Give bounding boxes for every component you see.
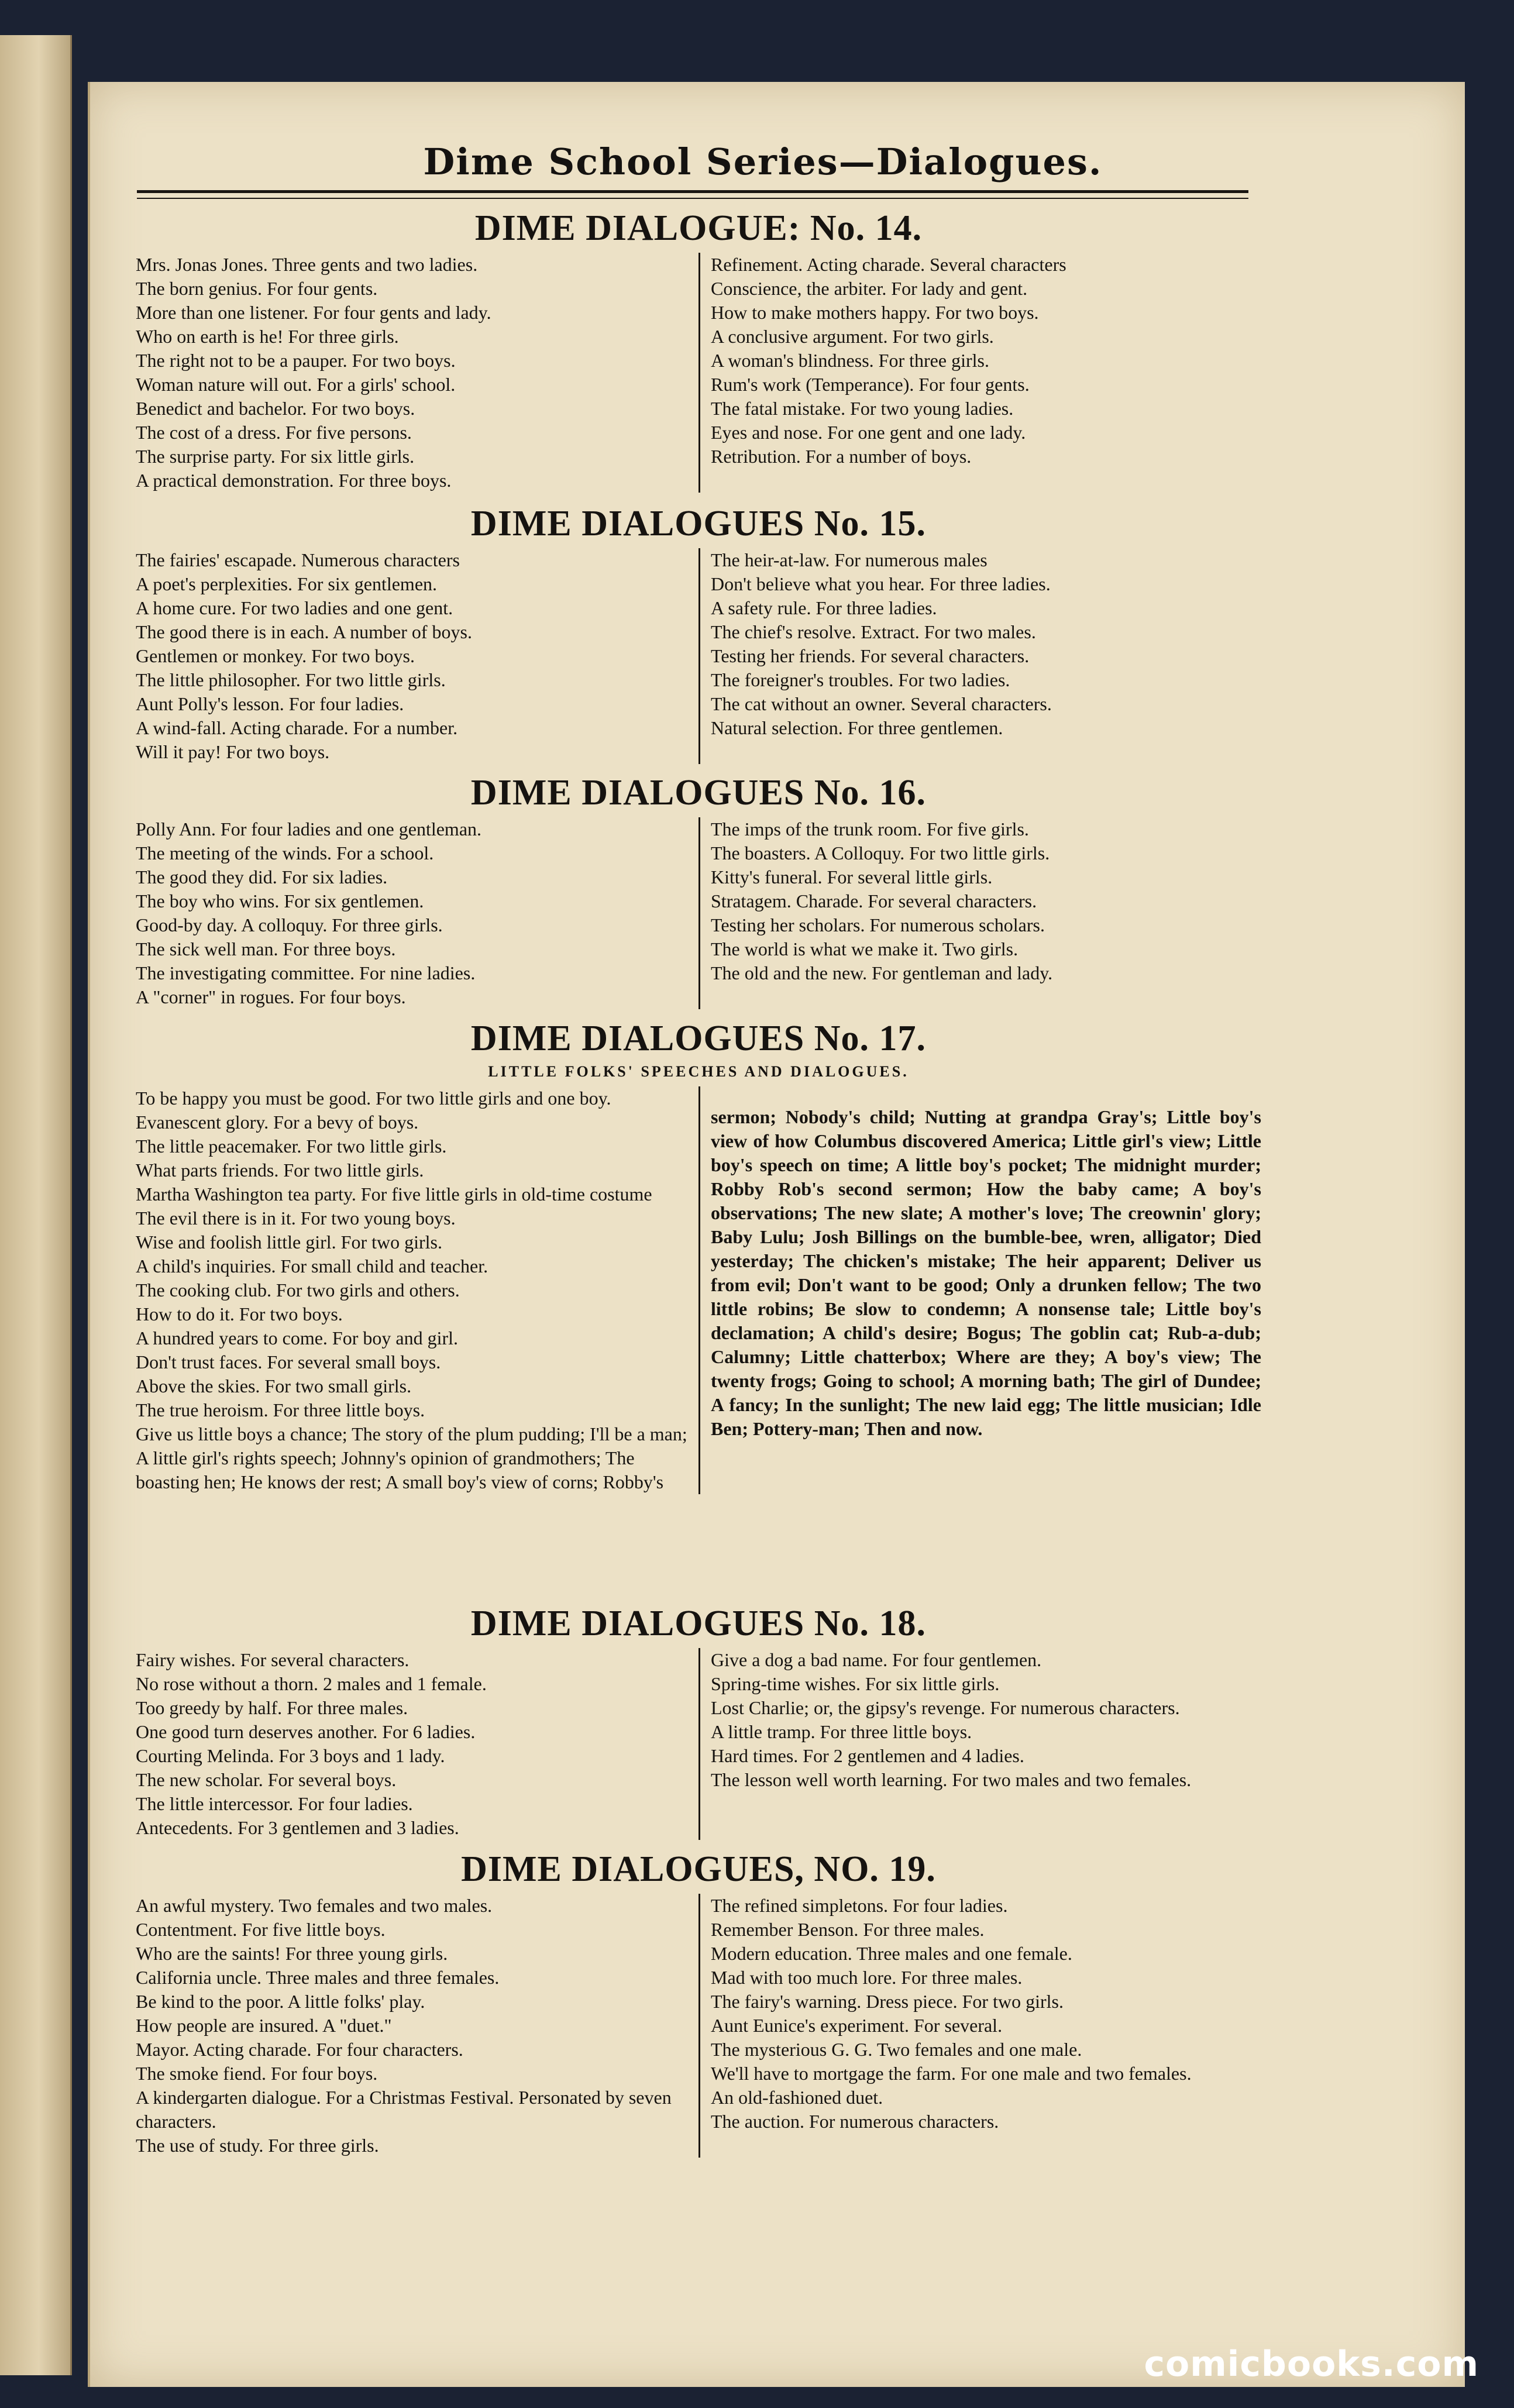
dialogue-entry: The smoke fiend. For four boys.: [136, 2063, 378, 2084]
dialogue-entry: Contentment. For five little boys.: [136, 1919, 386, 1940]
dialogue-entry: The little peacemaker. For two little girls.: [136, 1136, 447, 1157]
speeches-list: sermon; Nobody's child; Nutting at grandpa Gray's; Little boy's view of how Columbus discovered America; Little girl's view; Little boy's speech on time; A little boy's pocket; The midnight murder; Robby Rob's second sermon; How the baby came; A boy's observations; The new slate; A mother's love; The creownin' glory; Baby Lulu; Josh Billings on the bumble-bee, wren, alligator; Died yesterday; The chicken's mistake; The heir apparent; Deliver us from evil; Don't want to be good; Only a drunken fellow; The two little robins; Be slow to condemn; A nonsense tale; Little boy's declamation; A child's desire; Bogus; The goblin cat; Rub-a-dub; Calumny; Little chatterbox; Where are they; A boy's view; The twenty frogs; Going to school; A morning bath; The girl of Dundee; A fancy; In the sunlight; The new laid egg; The little musician; Idle Ben; Pottery-man; Then and now.: [711, 1106, 1261, 1439]
dialogue-entry: Polly Ann. For four ladies and one gentleman.: [136, 818, 482, 840]
dialogue-entry: A conclusive argument. For two girls.: [711, 326, 994, 347]
dialogue-entry: The fairies' escapade. Numerous characters: [136, 549, 460, 570]
dialogue-entry: Will it pay! For two boys.: [136, 741, 330, 762]
section-title: DIME DIALOGUES No. 17.: [470, 1019, 927, 1058]
dialogue-entry: A child's inquiries. For small child and teacher.: [136, 1255, 488, 1277]
dialogue-entry: The new scholar. For several boys.: [136, 1769, 397, 1790]
dialogue-entry: Evanescent glory. For a bevy of boys.: [136, 1112, 419, 1133]
dialogue-entry: A home cure. For two ladies and one gent.: [136, 597, 453, 618]
dialogue-entry: Refinement. Acting charade. Several characters: [711, 254, 1066, 275]
section-title: DIME DIALOGUES No. 16.: [470, 773, 927, 813]
dialogue-entry: Benedict and bachelor. For two boys.: [136, 398, 415, 419]
dialogue-entry: How to do it. For two boys.: [136, 1303, 343, 1325]
dialogue-entry: The cost of a dress. For five persons.: [136, 422, 412, 443]
dialogue-entry: The mysterious G. G. Two females and one male.: [711, 2039, 1082, 2060]
dialogue-entry: The good there is in each. A number of boys.: [136, 621, 472, 642]
dialogue-entry: The surprise party. For six little girls.: [136, 446, 415, 467]
series-header: Dime School Series—Dialogues.: [423, 140, 1103, 183]
dialogue-entry: Aunt Eunice's experiment. For several.: [711, 2015, 1003, 2036]
dialogue-entry: Natural selection. For three gentlemen.: [711, 717, 1003, 738]
dialogue-entry: Testing her scholars. For numerous scholars.: [711, 914, 1045, 935]
dialogue-entry: Who are the saints! For three young girls.: [136, 1943, 448, 1964]
right-column: [698, 548, 1272, 764]
dialogue-entry: A kindergarten dialogue. For a Christmas Festival. Personated by seven characters.: [136, 2087, 672, 2132]
dialogue-entry: Don't trust faces. For several small boys.: [136, 1351, 441, 1372]
dialogue-entry: The refined simpletons. For four ladies.: [711, 1895, 1008, 1916]
right-column: [698, 253, 1272, 493]
dialogue-entry: The meeting of the winds. For a school.: [136, 842, 434, 864]
dialogue-entry: Testing her friends. For several characters.: [711, 645, 1030, 666]
dialogue-entry: The little intercessor. For four ladies.: [136, 1793, 413, 1814]
section-no-14: [125, 208, 1272, 493]
dialogue-entry: The fairy's warning. Dress piece. For two girls.: [711, 1991, 1064, 2012]
section-subtitle: LITTLE FOLKS' SPEECHES AND DIALOGUES.: [488, 1063, 909, 1080]
dialogue-entry: The born genius. For four gents.: [136, 278, 378, 299]
dialogue-entry: A poet's perplexities. For six gentlemen.: [136, 573, 438, 594]
dialogue-entry: Aunt Polly's lesson. For four ladies.: [136, 693, 404, 714]
dialogue-entry: The investigating committee. For nine ladies.: [136, 962, 476, 983]
dialogue-entry: A woman's blindness. For three girls.: [711, 350, 989, 371]
section-no-19: [125, 1849, 1272, 2158]
dialogue-entry: Woman nature will out. For a girls' school.: [136, 374, 456, 395]
dialogue-entry: The boasters. A Colloquy. For two little girls.: [711, 842, 1050, 864]
right-column: [698, 1894, 1272, 2158]
dialogue-entry: The good they did. For six ladies.: [136, 866, 388, 887]
left-column: [125, 253, 698, 493]
facing-page-edge: [0, 35, 72, 2375]
dialogue-entry: Remember Benson. For three males.: [711, 1919, 985, 1940]
dialogue-entry: Lost Charlie; or, the gipsy's revenge. For numerous characters.: [711, 1697, 1180, 1718]
dialogue-entry: The little philosopher. For two little girls.: [136, 669, 446, 690]
dialogue-entry: The true heroism. For three little boys.: [136, 1399, 425, 1420]
dialogue-entry: A wind-fall. Acting charade. For a number.: [136, 717, 458, 738]
dialogue-entry: A safety rule. For three ladies.: [711, 597, 937, 618]
dialogue-entry: Eyes and nose. For one gent and one lady.: [711, 422, 1026, 443]
dialogue-entry: The chief's resolve. Extract. For two males.: [711, 621, 1036, 642]
dialogue-entry: We'll have to mortgage the farm. For one male and two females.: [711, 2063, 1192, 2084]
dialogue-entry: Who on earth is he! For three girls.: [136, 326, 399, 347]
dialogue-entry: Gentlemen or monkey. For two boys.: [136, 645, 415, 666]
dialogue-entry: The sick well man. For three boys.: [136, 938, 396, 959]
dialogue-entry: The auction. For numerous characters.: [711, 2111, 999, 2132]
dialogue-entry: One good turn deserves another. For 6 ladies.: [136, 1721, 476, 1742]
dialogue-entry: The foreigner's troubles. For two ladies.: [711, 669, 1010, 690]
dialogue-entry: The world is what we make it. Two girls.: [711, 938, 1018, 959]
dialogue-entry: Good-by day. A colloquy. For three girls.: [136, 914, 443, 935]
header-rule: [137, 190, 1248, 199]
dialogue-entry: The boy who wins. For six gentlemen.: [136, 890, 424, 911]
dialogue-entry: Hard times. For 2 gentlemen and 4 ladies.: [711, 1745, 1024, 1766]
dialogue-entry: The evil there is in it. For two young boys.: [136, 1208, 456, 1229]
dialogue-entry: Antecedents. For 3 gentlemen and 3 ladies.: [136, 1817, 459, 1838]
dialogue-entry: Spring-time wishes. For six little girls.: [711, 1673, 1000, 1694]
section-no-15: [125, 503, 1272, 764]
dialogue-entry: The cat without an owner. Several characters.: [711, 693, 1052, 714]
dialogue-entry: A little tramp. For three little boys.: [711, 1721, 972, 1742]
dialogue-entry: The cooking club. For two girls and others.: [136, 1279, 460, 1301]
section-title: DIME DIALOGUE: No. 14.: [474, 208, 923, 248]
left-column: [125, 1648, 698, 1840]
dialogue-entry: Mrs. Jonas Jones. Three gents and two ladies.: [136, 254, 478, 275]
dialogue-entry: An old-fashioned duet.: [711, 2087, 883, 2108]
dialogue-entry: Mad with too much lore. For three males.: [711, 1967, 1023, 1988]
dialogue-entry: Kitty's funeral. For several little girls.: [711, 866, 993, 887]
section-title: DIME DIALOGUES No. 15.: [470, 504, 927, 543]
dialogue-entry: The right not to be a pauper. For two boys.: [136, 350, 456, 371]
section-no-16: [125, 772, 1272, 1009]
dialogue-entry: How to make mothers happy. For two boys.: [711, 302, 1039, 323]
left-column: [125, 817, 698, 1009]
dialogue-entry: Retribution. For a number of boys.: [711, 446, 972, 467]
left-column: [125, 1894, 698, 2158]
catalog-page: [88, 82, 1465, 2387]
left-column: [125, 548, 698, 764]
dialogue-entry: Courting Melinda. For 3 boys and 1 lady.: [136, 1745, 445, 1766]
dialogue-entry: How people are insured. A "duet.": [136, 2015, 392, 2036]
site-watermark: comicbooks.com: [1144, 2344, 1479, 2385]
dialogue-entry: The lesson well worth learning. For two males and two females.: [711, 1769, 1192, 1790]
dialogue-entry: More than one listener. For four gents and lady.: [136, 302, 491, 323]
left-column: [125, 1086, 698, 1494]
dialogue-entry: Mayor. Acting charade. For four characters.: [136, 2039, 463, 2060]
dialogue-entry: A "corner" in rogues. For four boys.: [136, 986, 406, 1007]
dialogue-entry: Give us little boys a chance; The story of the plum pudding; I'll be a man; A little girl's rights speech; Johnny's opinion of grandmothers; The boasting hen; He knows der rest; A small boy's view of corns; Robby's: [136, 1423, 687, 1492]
dialogue-entry: Conscience, the arbiter. For lady and gent.: [711, 278, 1028, 299]
dialogue-entry: The old and the new. For gentleman and lady.: [711, 962, 1053, 983]
dialogue-entry: Rum's work (Temperance). For four gents.: [711, 374, 1030, 395]
dialogue-entry: The fatal mistake. For two young ladies.: [711, 398, 1014, 419]
dialogue-entry: Modern education. Three males and one female.: [711, 1943, 1072, 1964]
dialogue-entry: Too greedy by half. For three males.: [136, 1697, 408, 1718]
dialogue-entry: Be kind to the poor. A little folks' play.: [136, 1991, 425, 2012]
dialogue-entry: The use of study. For three girls.: [136, 2135, 379, 2156]
dialogue-entry: Martha Washington tea party. For five little girls in old-time costume: [136, 1184, 652, 1205]
dialogue-entry: Fairy wishes. For several characters.: [136, 1649, 410, 1670]
dialogue-entry: Give a dog a bad name. For four gentlemen.: [711, 1649, 1042, 1670]
section-no-18: [125, 1603, 1272, 1840]
dialogue-entry: A hundred years to come. For boy and girl.: [136, 1327, 458, 1349]
right-column: [698, 1086, 1272, 1494]
right-column: [698, 1648, 1272, 1840]
dialogue-entry: Wise and foolish little girl. For two girls.: [136, 1231, 442, 1253]
dialogue-entry: The heir-at-law. For numerous males: [711, 549, 987, 570]
dialogue-entry: California uncle. Three males and three females.: [136, 1967, 500, 1988]
dialogue-entry: Don't believe what you hear. For three ladies.: [711, 573, 1051, 594]
dialogue-entry: What parts friends. For two little girls.: [136, 1160, 424, 1181]
dialogue-entry: No rose without a thorn. 2 males and 1 female.: [136, 1673, 487, 1694]
dialogue-entry: Stratagem. Charade. For several characters.: [711, 890, 1037, 911]
dialogue-entry: The imps of the trunk room. For five girls.: [711, 818, 1029, 840]
dialogue-entry: To be happy you must be good. For two little girls and one boy.: [136, 1088, 611, 1109]
right-column: [698, 817, 1272, 1009]
section-no-17: [125, 1018, 1272, 1494]
dialogue-entry: Above the skies. For two small girls.: [136, 1375, 412, 1396]
section-title: DIME DIALOGUES, NO. 19.: [461, 1849, 936, 1889]
section-title: DIME DIALOGUES No. 18.: [470, 1604, 927, 1643]
dialogue-entry: An awful mystery. Two females and two males.: [136, 1895, 493, 1916]
dialogue-entry: A practical demonstration. For three boys.: [136, 470, 452, 491]
